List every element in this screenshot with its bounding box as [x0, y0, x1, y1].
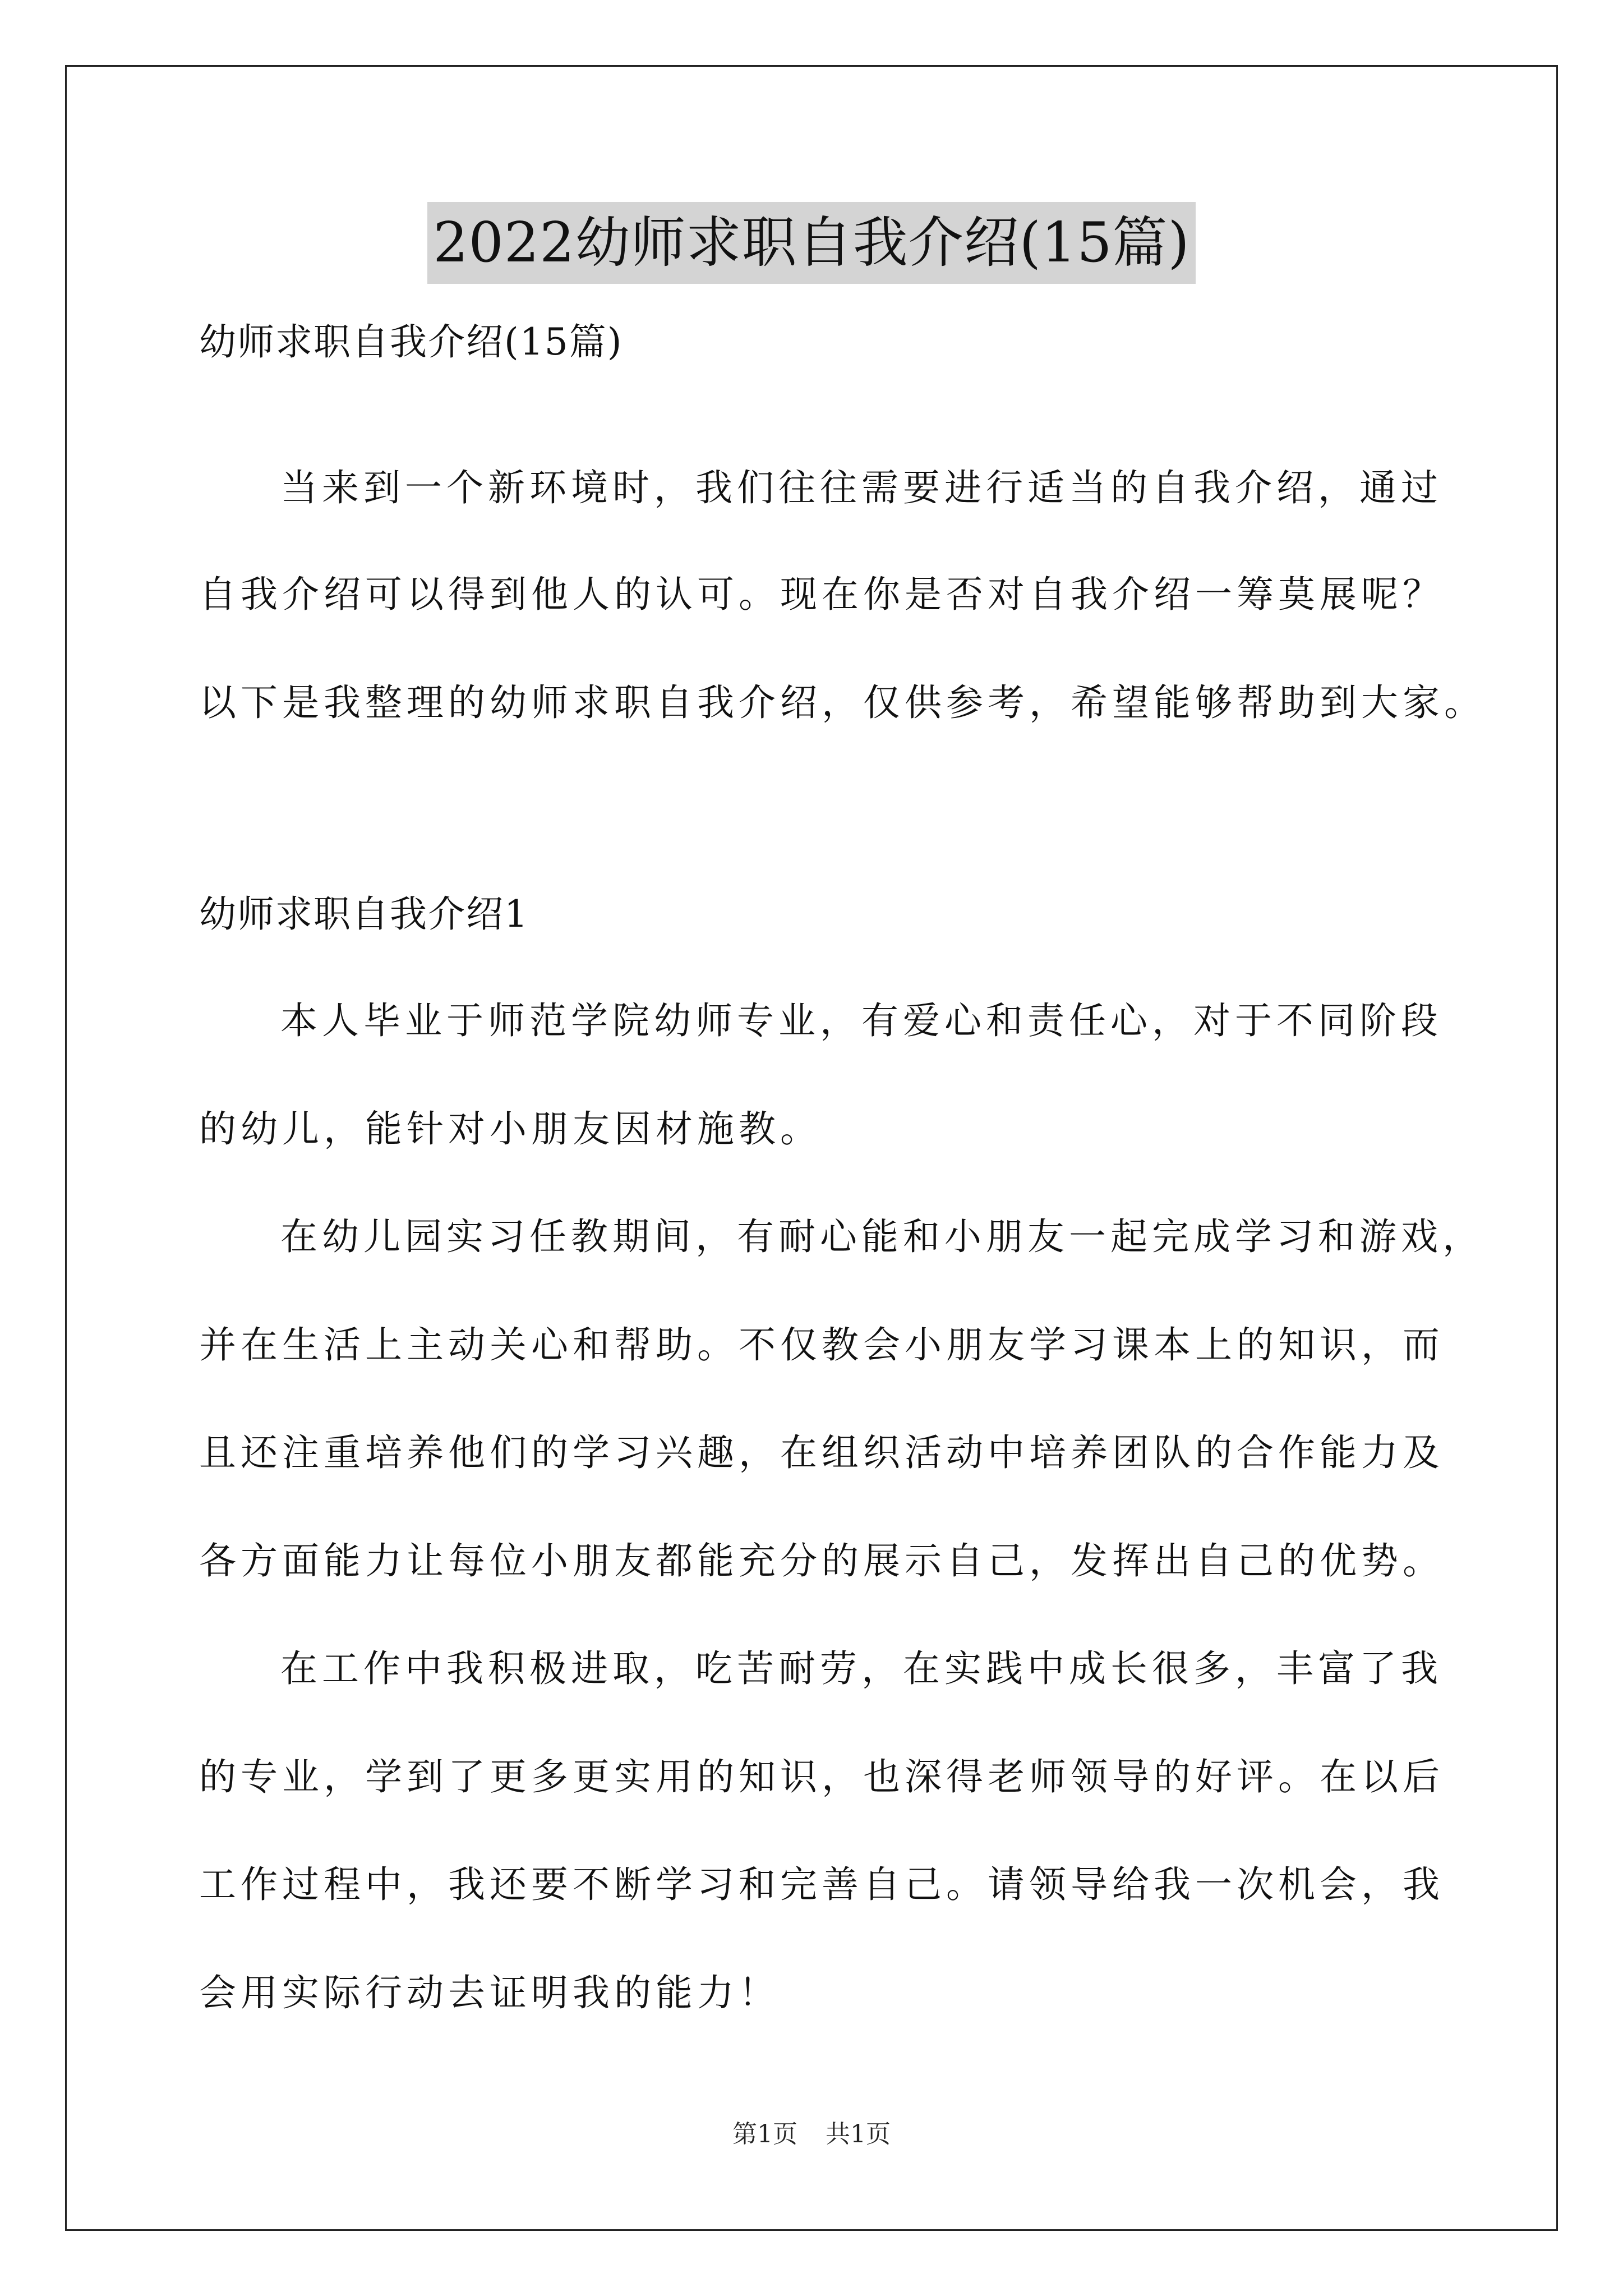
intro-line: 以下是我整理的幼师求职自我介绍，仅供参考，希望能够帮助到大家。: [199, 681, 1486, 724]
body-line: 在幼儿园实习任教期间，有耐心能和小朋友一起完成学习和游戏，: [280, 1215, 1484, 1258]
body-line: 且还注重培养他们的学习兴趣，在组织活动中培养团队的合作能力及: [199, 1431, 1444, 1474]
body-line: 工作过程中，我还要不断学习和完善自己。请领导给我一次机会，我: [199, 1863, 1444, 1906]
intro-line: 自我介绍可以得到他人的认可。现在你是否对自我介绍一筹莫展呢？: [199, 573, 1444, 616]
body-line: 并在生活上主动关心和帮助。不仅教会小朋友学习课本上的知识，而: [199, 1323, 1444, 1366]
body-line: 在工作中我积极进取，吃苦耐劳，在实践中成长很多，丰富了我: [280, 1647, 1442, 1690]
body-line: 本人毕业于师范学院幼师专业，有爱心和责任心，对于不同阶段: [280, 999, 1442, 1042]
document-title: 2022幼师求职自我介绍(15篇): [427, 202, 1196, 284]
page-total: 共1页: [826, 2120, 891, 2148]
page-footer: [0, 2118, 1623, 2151]
body-line: 各方面能力让每位小朋友都能充分的展示自己，发挥出自己的优势。: [199, 1539, 1444, 1582]
intro-line: 当来到一个新环境时，我们往往需要进行适当的自我介绍，通过: [280, 466, 1442, 509]
subtitle-line: 幼师求职自我介绍(15篇): [199, 320, 623, 364]
body-line: 的专业，学到了更多更实用的知识，也深得老师领导的好评。在以后: [199, 1755, 1444, 1798]
page-number: 第1页: [732, 2120, 797, 2148]
section-heading: 幼师求职自我介绍1: [199, 892, 529, 936]
body-line: 的幼儿，能针对小朋友因材施教。: [199, 1107, 822, 1151]
title-block: [0, 202, 1623, 284]
body-line: 会用实际行动去证明我的能力！: [199, 1971, 780, 2014]
